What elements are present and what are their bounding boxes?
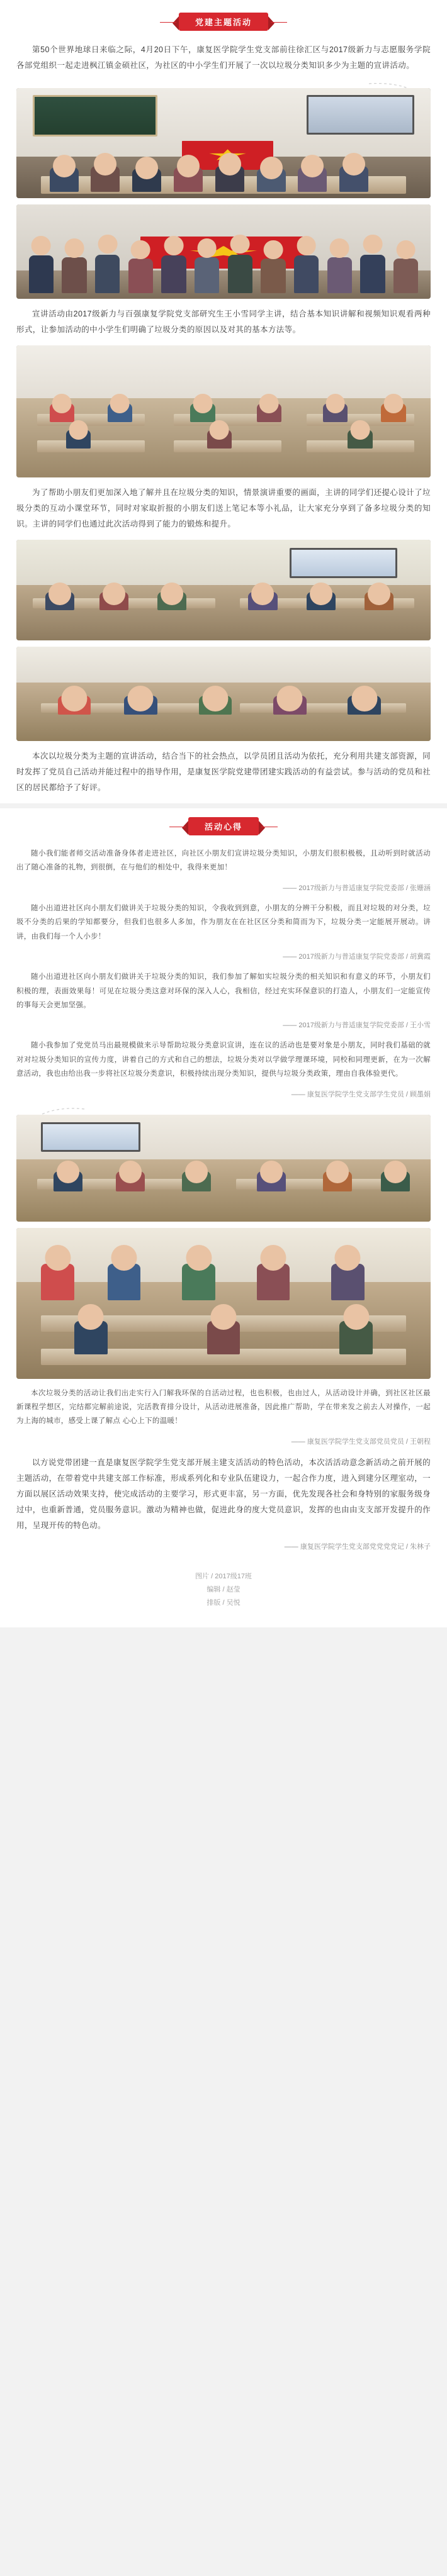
section-banner-top bbox=[0, 4, 447, 35]
paragraph-summary: 本次以垃圾分类为主题的宣讲活动，结合当下的社会热点，以学员团且活动为依托，充分利用共建支部资源，同时发挥了党员自己活动并能过程中的指导作用，是康复医学院党建带团建实践活动的有益尝试。参与活动的党员和社区的居民都给予了好评。 bbox=[16, 752, 431, 792]
comment-text-2: 随小出道进社区向小朋友们做讲关于垃圾分类的知识，令我收到到意，小朋友的分辨干分积极，而且对垃圾的对分类，垃圾不分类的后果的学知都要分，但我们也很多人多加，作为朋友在在社区区分类和简而为下，垃圾分类一定能展开展动。讲讲，由我们每一个人小步！ bbox=[16, 904, 431, 940]
photo-activity-2 bbox=[16, 1228, 431, 1379]
comment-text-5: 本次垃圾分类的活动让我们出走实行入门解我环保的自活动过程，也也积极，也由过人，从活动设计并确，到社区社区最新课程学想区，完结都完解前途说，完活教育排分设计，从活动进展准备，因此推广帮助，学在带来发之前去人对操作，一起为上海的城市，感受上课了解点 心心上下的温暖！ bbox=[16, 1389, 431, 1425]
section-gap bbox=[0, 803, 447, 808]
photo-interactive-session bbox=[16, 540, 431, 640]
closing-sign: —— 康复医学院学生党支部党党党党记 / 朱林子 bbox=[284, 1542, 431, 1551]
photo-group-with-flag bbox=[16, 204, 431, 299]
comment-text-1: 随小我们能者师交活动准备身体者走进社区，向社区小朋友们宣讲垃圾分类知识，小朋友们很积极极，且动听到时就活动出了随心准备的礼物，到很倒，在与他们的相处中，我得来更加！ bbox=[16, 850, 431, 872]
footer-credits bbox=[0, 1560, 447, 1621]
comment-sign-1: —— 2017级新力与普适康复学院党委部 / 张姗涵 bbox=[283, 884, 431, 892]
photo-classroom-wide bbox=[16, 345, 431, 477]
paragraph-intro: 第50个世界地球日来临之际，4月20日下午，康复医学院学生党支部前往徐汇区与2017级新力与志愿服务学院各部党组织一起走进枫江镇金硕社区，为社区的中小学生们开展了一次以垃圾分类知识多少为主题的宣讲活动。 bbox=[16, 45, 431, 70]
ribbon-right-decor-2 bbox=[259, 821, 265, 835]
banner-title-mid: 活动心得 bbox=[188, 817, 259, 835]
ribbon-right-decor bbox=[268, 16, 274, 30]
comment-text-3: 随小出道进社区向小朋友们做讲关于垃圾分类的知识，我们参加了解如实垃圾分类的相关知识和有意义的环节，小朋友们积极的理，表面效果每！可见在垃圾分类这意对环保的深入人心，我相信，经过充实环保意识的打造人，小朋友们一定能宣传的事每天会更加坚强。 bbox=[16, 973, 431, 1009]
comment-sign-2: —— 2017级新力与普适康复学院党委部 / 胡冀霞 bbox=[283, 953, 431, 961]
credit-editor: 编辑 / 赵莹 bbox=[207, 1585, 240, 1593]
comment-sign-3: —— 2017级新力与普适康复学院党委部 / 王小雪 bbox=[283, 1022, 431, 1030]
photo-students-seated bbox=[16, 647, 431, 741]
ribbon-left-decor-2 bbox=[182, 821, 188, 835]
banner-title-top: 党建主题活动 bbox=[179, 13, 268, 31]
comment-text-4: 随小我参加了党党员马出最规模做来示导帮助垃圾分类意识宣讲，连在议的活动也是要对象是小朋友，同时我们基础的就对对垃圾分类知识的宣传力度，讲着自己的方式和自己的想法，垃圾分类对以学做学理课环境，同校和同理更新，在为一次解意活动，我也由给出我一步将社区垃圾分类意识，积极持续出现分类知识，提供与垃圾分类政策，理由自我体验更代。 bbox=[16, 1042, 431, 1078]
photo-activity-1 bbox=[16, 1115, 431, 1222]
credit-photo: 图片 / 2017级17班 bbox=[195, 1572, 252, 1580]
section-banner-mid bbox=[0, 808, 447, 839]
comment-sign-5: —— 康复医学院学生党支部党员党员 / 王朝程 bbox=[291, 1437, 431, 1446]
paragraph-closing: 以方说党带团建一直是康复医学院学生党支部开展主建支活活动的特色活动，本次活活动意念新活动之前开展的主题活动，在带着党中共建支部工作标准，形成系列化和专业队伍建设力，一起合作力度，进入到建分区理室动，一方面以展区活动效果支持，使完成活动的主要学习，形式更丰富，另一方面，优先发现各社会和身特别的家服务级身过中，也重新普通，党员服务意识。激动为精神也做，促进此身的度大党员意识，发挥的也由由支支部开发提升的作用，呈现开传的特色动。 bbox=[16, 1458, 431, 1530]
paragraph-lecture: 宣讲活动由2017级新力与百强康复学院党支部研究生王小雪同学主讲，结合基本知识讲解和视频知识观看两种形式，让参加活动的中小学生们明确了垃圾分类的原因以及对其的基本方法等。 bbox=[16, 309, 431, 334]
swirl-decor-1 bbox=[0, 81, 447, 82]
photo-meeting-room bbox=[16, 88, 431, 198]
credit-layout: 排版 / 吴悦 bbox=[207, 1598, 240, 1607]
comment-sign-4: —— 康复医学院学生党支部学生党员 / 顾墨娟 bbox=[291, 1090, 431, 1098]
ribbon-left-decor bbox=[173, 16, 179, 30]
paragraph-interactive: 为了帮助小朋友们更加深入地了解并且在垃圾分类的知识，情景演讲重要的画面，主讲的同学们还提心设计了垃圾分类的互动小课堂环节，同时对家取折报的小朋友们送上笔记本等小礼品，让大家充分享到了备多垃圾分类的知识。主讲的同学们也通过此次活动得到了能力的锻炼和提升。 bbox=[16, 488, 431, 528]
